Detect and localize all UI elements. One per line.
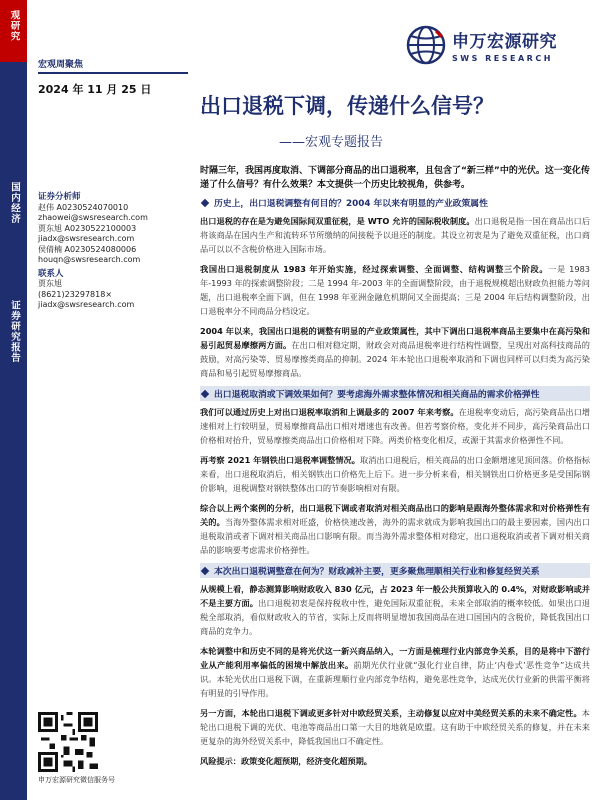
sidebar-red-block [0,0,27,62]
paragraph [200,582,590,638]
abstract: 时隔三年，我国再度取消、下调部分商品的出口退税率，且包含了“新三样”中的光伏。这一变化传递了什么信号？有什么效果？本文提供一个历史比较视角，供参考。 [200,166,590,190]
analyst-info [38,192,188,311]
risk-text: 政策变化超预期，经济变化超预期。 [240,756,372,766]
sidebar-navy-block [0,62,27,800]
contact-email[interactable]: jiadx@swsresearch.com [38,300,135,309]
analyst-line: 赵伟 A0230524070010 [38,202,129,212]
logo-en-text: SWS RESEARCH [452,54,553,63]
qr-caption: 申万宏源研究微信服务号 [38,776,115,784]
paragraph-lead: 再考察 2021 年钢铁出口退税率调整情况。 [200,455,360,465]
section-heading [200,386,590,401]
paragraph [200,262,590,318]
bullet-diamond-icon [201,389,209,397]
paragraph [200,706,590,748]
contact-phone: (8621)23297818× [38,289,113,299]
header-rule [38,72,188,74]
paragraph [200,405,590,447]
paragraph-rest: 在退税率变动后，高污染商品出口增速相对上行较明显，贸易摩擦商品出口相对增速也有改善。但若考察价格，变化并不同步，高污染商品出口价格相对抬升，贸易摩擦类商品出口价格相对下降。两类价格变化相反，或源于其需求价格弹性不同。 [200,407,590,445]
paragraph-rest: 一是 1983 年-1993 年的探索调整阶段；二是 1994 年-2003 年的全面调整阶段，由于退税规模超出财政负担能力等问题，出口退税率全面下调，但在 1998 年亚洲金融危机期间又全面提高；三是 2004 年后结构调整阶段，出口退税率分不同商品分档设定。 [200,264,590,316]
section-heading-text: 历史上，出口退税调整有何目的？2004 年以来有明显的产业政策属性 [214,199,488,209]
paragraph-lead: 我们可以通过历史上对出口退税率取消和上调最多的 2007 年来考察。 [200,407,459,417]
paragraph-rest: 本轮出口退税下调的光伏、电池等商品出口第一大目的地就是欧盟。这有助于中欧经贸关系的修复，并在未来更复杂的海外经贸关系中，降低我国出口不确定性。 [200,708,590,746]
paragraph-rest: 出口退税是指一国在商品出口后将该商品在国内生产和流转环节所缴纳的间接税予以退还的制度。其设立初衷是为了避免双重征税，出口商品可以以不含税价格进入国际市场。 [200,216,590,254]
section-1 [200,195,590,380]
logo-cn-text: 申万宏源研究 [452,32,557,52]
paragraph-lead: 我国出口退税制度从 1983 年开始实施，经过探索调整、全面调整、结构调整三个阶段。 [200,264,549,274]
section-heading-text: 本次出口退税调整意在何为？财政减补主要，更多聚焦理顺相关行业和修复经贸关系 [214,567,540,577]
paragraph [200,644,590,700]
analyst-line: 侯倩楠 A0230524080006 [38,244,137,254]
section-tag: 宏观周聚焦 [38,60,84,70]
contact-line: 贾东旭 [38,279,62,288]
section-heading [200,563,590,578]
paragraph [200,324,590,380]
contact-heading: 联系人 [38,268,64,279]
report-subtitle: ——宏观专题报告 [279,135,384,150]
section-heading-text: 出口退税取消或下调效果如何？要考虑海外需求整体情况和相关商品的需求价格弹性 [214,390,540,400]
sidebar-label-low: 证券研究报告 [9,300,20,363]
paragraph-lead: 出口退税的存在是为避免国际间双重征税，是 WTO 允许的国际税收制度。 [200,216,475,226]
sidebar [0,0,27,800]
analyst-email[interactable]: zhaowei@swsresearch.com [38,213,148,222]
bullet-diamond-icon [201,566,209,574]
report-body [200,195,590,774]
paragraph [200,453,590,495]
analyst-email[interactable]: houqn@swsresearch.com [38,255,141,264]
analyst-email[interactable]: jiadx@swsresearch.com [38,234,135,243]
paragraph-lead: 综合以上两个案例的分析，出口退税下调或者取消对相关商品出口的影响是跟海外整体需求和对价格弹性有关的。 [200,503,590,527]
paragraph-lead: 本轮调整中和历史不同的是将光伏这一新兴商品纳入，一方面是梳理行业内部竞争关系，目的是将中下游行业从产能利用率偏低的困境中解放出来。 [200,646,590,670]
paragraph-lead: 从规模上看，静态测算影响财政收入 830 亿元，占 2023 年一般公共预算收入的 0.4%，对财政影响或并不是主要方面。 [200,584,590,608]
bullet-diamond-icon [201,198,209,206]
section-3 [200,563,590,768]
report-title: 出口退税下调，传递什么信号？ [200,94,494,118]
section-heading [200,195,590,210]
company-logo [406,25,557,65]
sidebar-label-top: 观研究 [8,10,20,42]
section-2 [200,386,590,557]
paragraph [200,501,590,557]
risk-label: 风险提示： [200,756,241,766]
paragraph [200,214,590,256]
paragraph-rest: 取消出口退税后，相关商品的出口金额增速见顶回落。价格指标来看，出口退税取消后，相关钢铁出口价格先上后下。进一步分析来看，相关钢铁出口价格更多是受国际钢价影响，退税调整对钢铁整体出口的节奏影响相对有限。 [200,455,590,493]
paragraph-rest: 出口退税初衷是保持税收中性，避免国际双重征税，未来全部取消的概率较低。如果出口退税全部取消，看似财政收入的节省，实际上反而将明显增加我国商品在进口国国内的含税价，降低我国出口商品的竞争力。 [200,598,590,636]
paragraph-rest: 当海外整体需求相对旺盛，价格快速改善，海外的需求就成为影响我国出口的最主要因素，国内出口退税取消或者下调对相关商品出口影响有限。而当海外需求整体相对稳定，出口退税取消或者下调对相关商品的影响要考虑需求价格弹性。 [200,517,590,555]
globe-logo-icon [406,25,446,65]
paragraph-lead: 另一方面，本轮出口退税下调或更多针对中欧经贸关系，主动修复以应对中美经贸关系的未来不确定性。 [200,708,582,718]
report-date: 2024 年 11 月 25 日 [38,83,152,96]
sidebar-label-mid: 国内经济 [9,182,20,224]
analyst-line: 贾东旭 A0230522100003 [38,223,137,233]
risk-note [200,754,590,768]
analyst-heading: 证券分析师 [38,192,81,202]
paragraph-rest: 前期光伏行业就“强化行业自律，防止‘内卷式’恶性竞争”达成共识。本轮光伏出口退税下调，在重新理顺行业内部竞争结构，避免恶性竞争，达成光伏行业新的供需平衡将有明显的引导作用。 [200,660,590,698]
qr-code-icon [38,712,98,772]
paragraph-rest: 在出口相对稳定期，财政会对商品退税率进行结构性调整，呈现出对高科技商品的鼓励，对高污染等、贸易摩擦类商品的抑制。2024 年本轮出口退税率取消和下调也同样可以归类为高污染商品和易引起贸易摩擦商品。 [200,340,590,378]
paragraph-lead: 2004 年以来，我国出口退税的调整有明显的产业政策属性，其中下调出口退税率商品主要集中在高污染和易引起贸易摩擦两方面。 [200,326,590,350]
